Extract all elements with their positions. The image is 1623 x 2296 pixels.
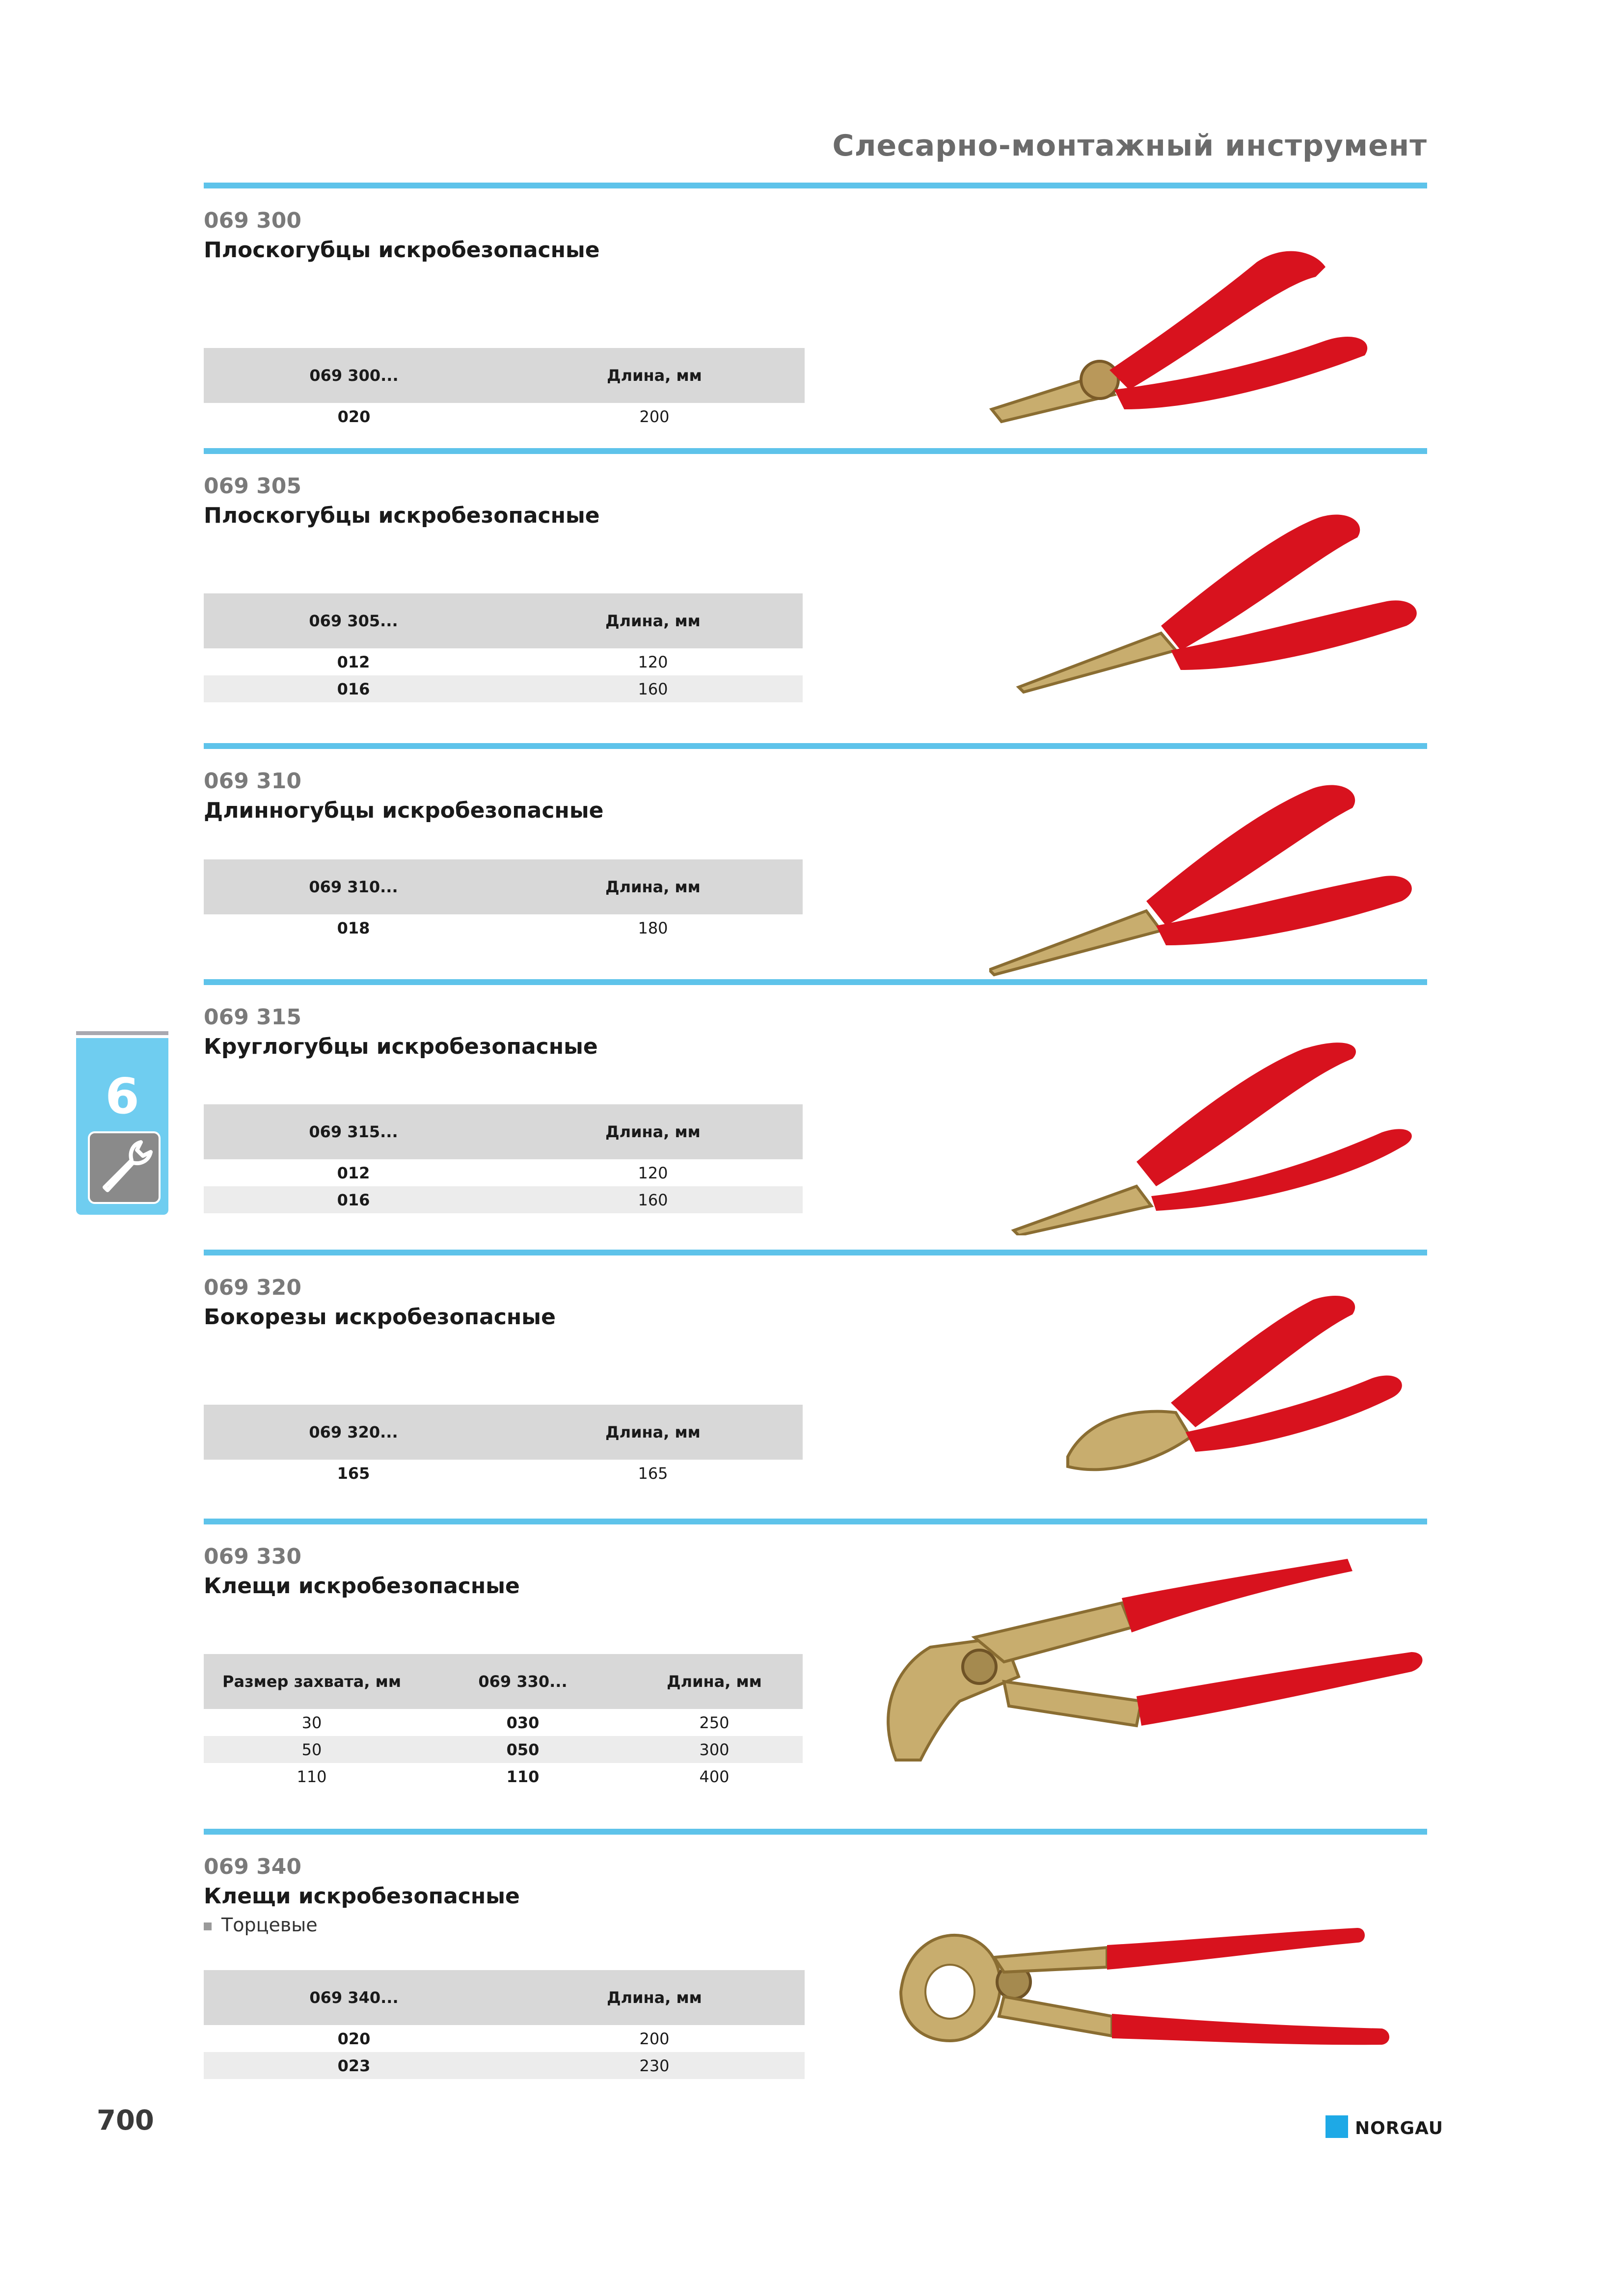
table-cell: 180 (638, 918, 668, 937)
table-row (204, 1186, 803, 1213)
product-title: Клещи искробезопасные (204, 1574, 520, 1599)
table-header: Длина, мм (503, 1405, 803, 1460)
table-header: 069 300... (204, 348, 504, 403)
table-row (204, 1709, 803, 1736)
table-row (204, 1159, 803, 1186)
table-cell: 160 (503, 675, 803, 702)
product-title: Длинногубцы искробезопасные (204, 798, 604, 823)
spec-table (204, 859, 803, 941)
table-cell: 120 (638, 1163, 668, 1182)
page-title: Слесарно-монтажный инструмент (832, 129, 1427, 163)
table-cell: 012 (337, 652, 370, 671)
table-row (204, 1736, 803, 1763)
table-cell: 300 (626, 1736, 803, 1763)
pliers-image (989, 778, 1431, 985)
table-cell: 165 (337, 1464, 370, 1483)
table-row (204, 914, 803, 941)
spec-table (204, 1970, 805, 2079)
product-section-069320 (204, 1250, 1427, 1518)
table-cell: 110 (506, 1767, 540, 1786)
chapter-number: 6 (105, 1068, 139, 1125)
table-header: Длина, мм (504, 348, 805, 403)
pliers-image (1009, 1039, 1441, 1235)
product-title: Круглогубцы искробезопасные (204, 1034, 598, 1059)
table-header: 069 310... (204, 859, 503, 914)
table-header: Длина, мм (626, 1654, 803, 1709)
logo-square-icon (1325, 2115, 1348, 2138)
product-title: Клещи искробезопасные (204, 1884, 520, 1909)
product-note-text: Торцевые (221, 1914, 318, 1936)
table-header: 069 330... (420, 1654, 626, 1709)
table-header: Длина, мм (504, 1970, 805, 2025)
product-section-069300 (204, 183, 1427, 454)
table-cell: 50 (204, 1736, 420, 1763)
table-cell: 120 (638, 652, 668, 671)
product-code: 069 340 (204, 1854, 302, 1879)
table-cell: 160 (503, 1186, 803, 1213)
spec-table (204, 1104, 803, 1213)
table-header: 069 320... (204, 1405, 503, 1460)
product-section-069330 (204, 1519, 1427, 1829)
table-cell: 400 (699, 1767, 730, 1786)
product-section-069340 (204, 1829, 1427, 2100)
table-cell: 050 (420, 1736, 626, 1763)
product-section-069315 (204, 979, 1427, 1255)
product-note (204, 1914, 318, 1936)
table-row (204, 675, 803, 702)
table-cell: 016 (204, 675, 503, 702)
table-row (204, 403, 805, 430)
product-title: Бокорезы искробезопасные (204, 1305, 556, 1330)
product-code: 069 330 (204, 1544, 302, 1569)
divider (76, 1031, 168, 1035)
table-cell: 016 (204, 1186, 503, 1213)
product-code: 069 315 (204, 1005, 302, 1030)
table-header: 069 305... (204, 593, 503, 648)
table-cell: 023 (204, 2052, 504, 2079)
table-row (204, 2025, 805, 2052)
table-cell: 012 (337, 1163, 370, 1182)
spec-table (204, 348, 805, 430)
product-title: Плоскогубцы искробезопасные (204, 503, 600, 528)
table-cell: 110 (297, 1767, 327, 1786)
table-row (204, 1460, 803, 1487)
product-section-069305 (204, 448, 1427, 748)
cutters-image (1058, 1290, 1441, 1491)
spec-table (204, 593, 803, 702)
brand-name: NORGAU (1355, 2118, 1443, 2138)
table-header: Длина, мм (503, 593, 803, 648)
table-cell: 200 (639, 2029, 670, 2048)
table-cell: 020 (337, 2029, 371, 2048)
table-header: Длина, мм (503, 1104, 803, 1159)
table-row (204, 2052, 805, 2079)
spec-table (204, 1405, 803, 1487)
table-header: 069 340... (204, 1970, 504, 2025)
table-cell: 200 (639, 407, 670, 426)
bullet-icon (204, 1922, 212, 1930)
wrench-icon (88, 1131, 161, 1204)
chapter-tab (76, 1038, 168, 1215)
table-cell: 018 (337, 918, 370, 937)
table-cell: 030 (506, 1713, 540, 1732)
product-code: 069 300 (204, 208, 302, 233)
table-cell: 30 (301, 1713, 322, 1732)
table-header: Размер захвата, мм (204, 1654, 420, 1709)
product-title: Плоскогубцы искробезопасные (204, 238, 600, 263)
end-cutter-image (896, 1894, 1411, 2080)
table-cell: 250 (699, 1713, 730, 1732)
table-cell: 230 (504, 2052, 805, 2079)
product-code: 069 310 (204, 769, 302, 794)
table-header: Длина, мм (503, 859, 803, 914)
table-row (204, 648, 803, 675)
product-code: 069 320 (204, 1275, 302, 1300)
table-header: 069 315... (204, 1104, 503, 1159)
table-cell: 165 (638, 1464, 668, 1483)
table-cell: 020 (337, 407, 371, 426)
page-number: 700 (97, 2105, 154, 2136)
pliers-image (1014, 503, 1436, 709)
product-section-069310 (204, 743, 1427, 985)
pliers-image (876, 1554, 1426, 1770)
pliers-image (982, 233, 1424, 429)
product-code: 069 305 (204, 474, 302, 499)
spec-table (204, 1654, 803, 1790)
table-row (204, 1763, 803, 1790)
